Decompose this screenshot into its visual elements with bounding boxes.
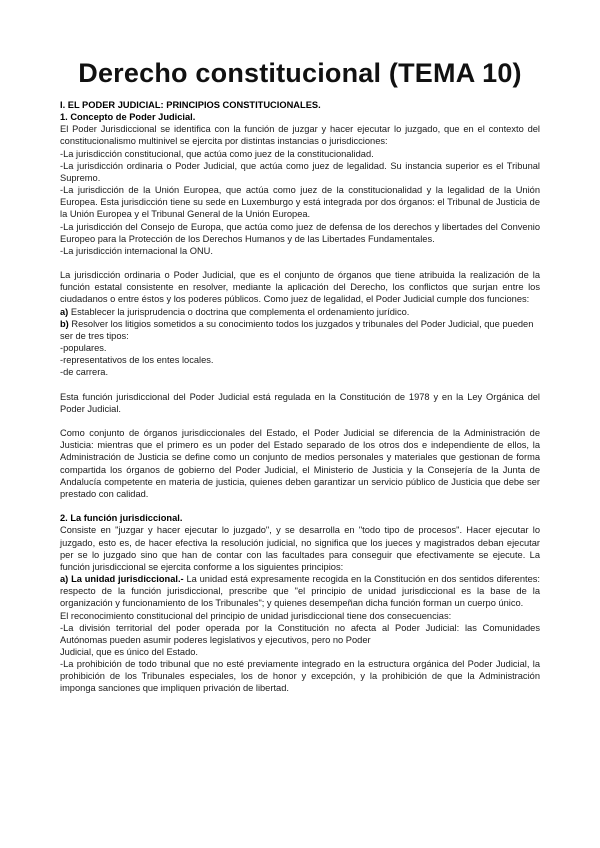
list-item: -La jurisdicción ordinaria o Poder Judicial, que actúa como juez de legalidad. Su instancia superior es el Tribunal Supremo. <box>60 160 540 183</box>
function-a <box>60 306 540 318</box>
function-b-label: b) <box>60 318 69 329</box>
function-a-label: a) <box>60 306 69 317</box>
paragraph: La jurisdicción ordinaria o Poder Judicial, que es el conjunto de órganos que tiene atribuida la realización de la función estatal consistente en resolver, mediante la aplicación del Derecho, los conflictos que surjan entre los ciudadanos o entre éstos y los poderes públicos. Como juez de legalidad, el Poder Judicial cumple dos funciones: <box>60 270 540 305</box>
subsection-heading: 1. Concepto de Poder Judicial. <box>60 112 196 123</box>
paragraph: El reconocimiento constitucional del principio de unidad jurisdiccional tiene dos consecuencias: <box>60 610 452 621</box>
subsection-heading: 2. La función jurisdiccional. <box>60 513 183 524</box>
list-item: -de carrera. <box>60 367 109 378</box>
paragraph: Judicial, que es único del Estado. <box>60 646 198 657</box>
function-a-text: Establecer la jurisprudencia o doctrina que complementa el ordenamiento jurídico. <box>68 306 410 317</box>
page-title: Derecho constitucional (TEMA 10) <box>78 58 522 88</box>
function-b-text: Resolver los litigios sometidos a su conocimiento todos los juzgados y tribunales del Poder Judicial, que pueden ser de tres tipos: <box>60 318 534 341</box>
function-b <box>60 318 540 342</box>
list-item: -La jurisdicción de la Unión Europea, que actúa como juez de la constitucionalidad y la legalidad de la Unión Europea. Esta jurisdicción tiene su sede en Luxemburgo y está integrada por dos órganos: el Tribunal de Justicia de la Unión Europea y el Tribunal General de la Unión Europea. <box>60 185 540 220</box>
paragraph: Esta función jurisdiccional del Poder Judicial está regulada en la Constitución de 1978 y en la Ley Orgánica del Poder Judicial. <box>60 391 540 414</box>
principle-label: a) La unidad jurisdiccional.- <box>60 574 184 585</box>
section-heading: I. EL PODER JUDICIAL: PRINCIPIOS CONSTITUCIONALES. <box>60 100 321 110</box>
document-body <box>60 99 540 695</box>
paragraph <box>60 573 540 609</box>
list-item: -representativos de los entes locales. <box>60 355 214 366</box>
paragraph: El Poder Jurisdiccional se identifica con la función de juzgar y hacer ejecutar lo juzgado, que en el contexto del constitucionalismo multinivel se ejercita por distintas instancias o jurisdicciones: <box>60 124 540 147</box>
paragraph: -La división territorial del poder operada por la Constitución no afecta al Poder Judicial: las Comunidades Autónomas pueden asumir poderes legislativos y ejecutivos, pero no Poder <box>60 622 540 645</box>
list-item: -La jurisdicción del Consejo de Europa, que actúa como juez de defensa de los derechos y libertades del Convenio Europeo para la Protección de los Derechos Humanos y de las Libertades Fundamentales. <box>60 221 540 244</box>
principle-text: La unidad está expresamente recogida en la Constitución en dos sentidos diferentes: respecto de la función jurisdiccional, prescribe que "el principio de unidad jurisdiccional es la base de la organización y funcionamiento de los Tribunales"; y quienes desempeñan dicha función forman un cuerpo único. <box>60 574 540 609</box>
paragraph: Como conjunto de órganos jurisdiccionales del Estado, el Poder Judicial se diferencia de la Administración de Justicia: mientras que el primero es un poder del Estado separado de los otros dos e independiente de ellos, la Administración de Justicia se define como un conjunto de medios personales y materiales que gestionan de forma compartida los órganos de gobierno del Poder Judicial, el Ministerio de Justicia y la Consejería de la Junta de Andalucía competente en materia de justicia, quienes deben garantizar un servicio público de Justicia que debe ser prestado con calidad. <box>60 428 540 499</box>
paragraph: Consiste en "juzgar y hacer ejecutar lo juzgado", y se desarrolla en "todo tipo de procesos". Hacer ejecutar lo juzgado, esto es, de hacer efectiva la resolución judicial, no significa que los jueces y magistrados deban ejecutar per se lo juzgado sino que han de contar con las facultades para conseguir que efectivamente se ejecute. La función jurisdiccional se ejercita conforme a los siguientes principios: <box>60 525 540 572</box>
list-item: -populares. <box>60 343 107 354</box>
list-item: -La jurisdicción internacional la ONU. <box>60 245 213 256</box>
paragraph: -La prohibición de todo tribunal que no esté previamente integrado en la estructura orgánica del Poder Judicial, la prohibición de los Tribunales especiales, los de honor y excepción, y la prohibición de que la Administración imponga sanciones que impliquen privación de libertad. <box>60 659 540 694</box>
list-item: -La jurisdicción constitucional, que actúa como juez de la constitucionalidad. <box>60 148 374 159</box>
